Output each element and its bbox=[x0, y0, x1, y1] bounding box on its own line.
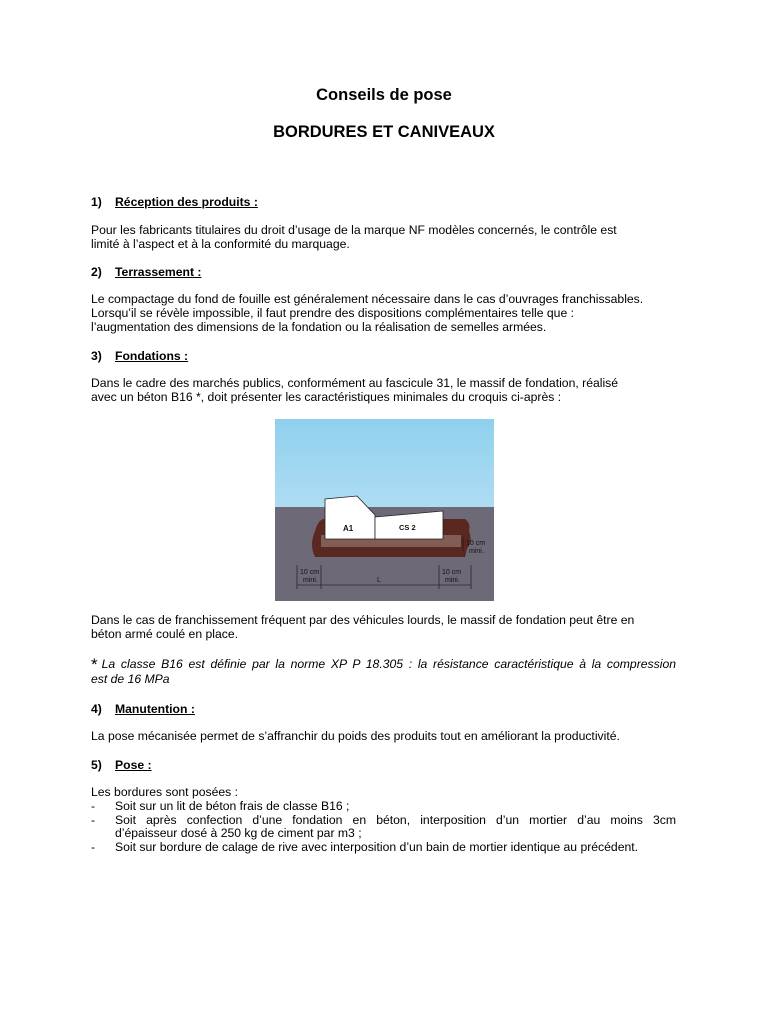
paragraph-line: Pour les fabricants titulaires du droit d’usage de la marque NF modèles concernés, le contrôle est bbox=[91, 223, 617, 237]
label-left-bottom: mini. bbox=[303, 577, 318, 584]
footnote-line: est de 16 MPa bbox=[91, 672, 170, 686]
paragraph-line: La pose mécanisée permet de s’affranchir du poids des produits tout en améliorant la productivité. bbox=[91, 729, 620, 743]
footnote-line bbox=[91, 657, 676, 672]
section-3-paragraph-after-figure bbox=[91, 614, 676, 642]
list-item-text: Soit sur un lit de béton frais de classe B16 ; bbox=[115, 798, 350, 813]
section-number: 3) bbox=[91, 349, 102, 363]
section-heading-label: Pose : bbox=[115, 758, 152, 772]
list-item bbox=[91, 800, 676, 814]
section-1-paragraph bbox=[91, 224, 676, 252]
list-item bbox=[91, 814, 676, 842]
footnote-star: * bbox=[91, 655, 98, 674]
list-dash: - bbox=[91, 798, 96, 813]
list-intro: Les bordures sont posées : bbox=[91, 785, 239, 799]
section-heading-label: Terrassement : bbox=[115, 265, 202, 279]
section-5-content bbox=[91, 786, 676, 855]
list-item bbox=[91, 841, 676, 855]
list-item-text: Soit sur bordure de calage de rive avec interposition d’un bain de mortier identique au précédent. bbox=[115, 840, 639, 855]
section-1-heading bbox=[91, 195, 258, 209]
section-5-heading bbox=[91, 758, 152, 772]
foundation-diagram-svg bbox=[275, 419, 494, 601]
document-subtitle: BORDURES ET CANIVEAUX bbox=[273, 123, 495, 141]
section-heading-label: Réception des produits : bbox=[115, 195, 258, 209]
label-right2-top: 10 cm bbox=[442, 569, 462, 576]
document-title: Conseils de pose bbox=[316, 86, 452, 104]
section-number: 5) bbox=[91, 758, 102, 772]
label-l: L bbox=[377, 577, 381, 584]
list-item-text: d’épaisseur dosé à 250 kg de ciment par m3 ; bbox=[115, 826, 362, 841]
label-right-top: 10 cm bbox=[466, 540, 486, 547]
paragraph-line: avec un béton B16 *, doit présenter les caractéristiques minimales du croquis ci-après : bbox=[91, 389, 562, 404]
label-right-bottom: mini. bbox=[469, 548, 484, 555]
label-cs2: CS 2 bbox=[399, 523, 416, 532]
foundation-diagram bbox=[275, 419, 494, 601]
label-left-top: 10 cm bbox=[300, 569, 320, 576]
paragraph-line: limité à l’aspect et à la conformité du marquage. bbox=[91, 236, 350, 251]
footnote-text: La classe B16 est définie par la norme XP P 18.305 : la résistance caractéristique à la compression bbox=[101, 657, 676, 671]
section-heading-label: Manutention : bbox=[115, 702, 195, 716]
dash-list bbox=[91, 800, 676, 855]
paragraph-line: l’augmentation des dimensions de la fondation ou la réalisation de semelles armées. bbox=[91, 319, 547, 334]
paragraph-line: Dans le cas de franchissement fréquent par des véhicules lourds, le massif de fondation peut être en bbox=[91, 613, 635, 627]
section-number: 2) bbox=[91, 265, 102, 279]
section-2-paragraph bbox=[91, 293, 676, 334]
list-item-text: Soit après confection d’une fondation en béton, interposition d’un mortier d’au moins 3cm bbox=[115, 812, 676, 827]
label-a1: A1 bbox=[343, 524, 354, 533]
section-2-heading bbox=[91, 265, 201, 279]
list-dash: - bbox=[91, 840, 96, 855]
footnote-b16 bbox=[91, 657, 676, 687]
label-right2-bottom: mini. bbox=[445, 577, 460, 584]
section-heading-label: Fondations : bbox=[115, 349, 189, 363]
list-dash: - bbox=[91, 812, 96, 827]
paragraph-line: Dans le cadre des marchés publics, conformément au fascicule 31, le massif de fondation, réalisé bbox=[91, 376, 619, 390]
section-4-heading bbox=[91, 702, 195, 716]
section-number: 1) bbox=[91, 195, 102, 209]
paragraph-line: Lorsqu’il se révèle impossible, il faut prendre des dispositions complémentaires telle que : bbox=[91, 305, 575, 320]
section-number: 4) bbox=[91, 702, 102, 716]
section-4-paragraph bbox=[91, 730, 676, 744]
section-3-paragraph bbox=[91, 377, 676, 405]
paragraph-line: Le compactage du fond de fouille est généralement nécessaire dans le cas d’ouvrages franchissables. bbox=[91, 292, 644, 306]
section-3-heading bbox=[91, 349, 188, 363]
paragraph-line: béton armé coulé en place. bbox=[91, 626, 239, 641]
